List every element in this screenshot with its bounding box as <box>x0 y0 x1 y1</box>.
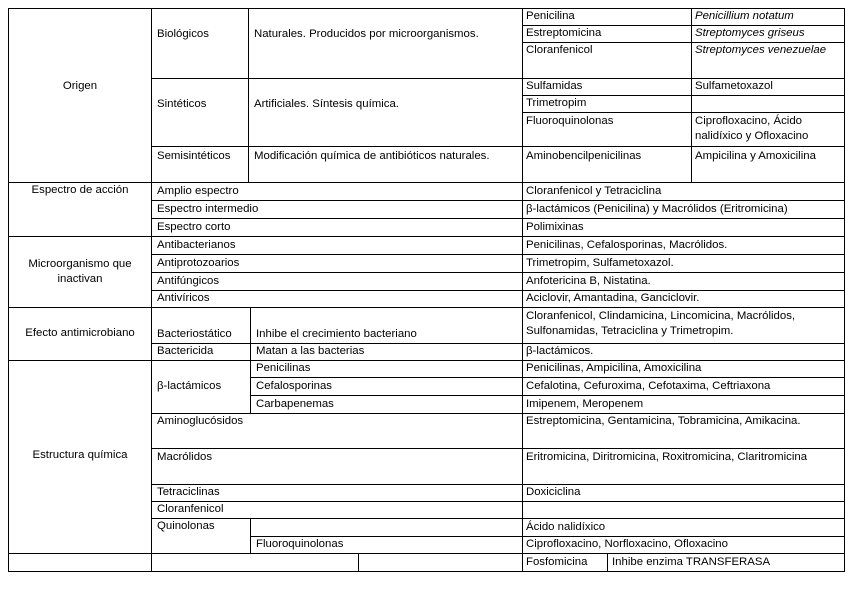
grid-line <box>844 8 845 572</box>
semisinteticos-label: Semisintéticos <box>157 150 231 162</box>
grid-line <box>248 8 249 183</box>
grid-line <box>250 395 845 396</box>
drug-cell: Cloranfenicol <box>526 44 593 56</box>
grid-line <box>250 307 251 361</box>
sub-cell: Penicilinas <box>256 362 311 374</box>
biologicos-label: Biológicos <box>157 28 209 40</box>
grid-line <box>151 254 845 255</box>
examples-cell: Cloranfenicol y Tetraciclina <box>526 185 662 197</box>
grid-line <box>250 518 251 554</box>
desc-cell: Inhibe enzima TRANSFERASA <box>612 556 771 568</box>
desc-cell: Matan a las bacterias <box>256 345 365 357</box>
grid-line <box>522 112 845 113</box>
examples-cell: Eritromicina, Diritromicina, Roxitromicina, Claritromicina <box>526 451 808 463</box>
grid-line <box>8 360 845 361</box>
grid-line <box>358 553 359 572</box>
examples-cell: Anfotericina B, Nistatina. <box>526 275 651 287</box>
grid-line <box>607 553 608 572</box>
type-cell: Aminoglucósidos <box>157 415 244 427</box>
source-cell: Streptomyces venezuelae <box>695 44 827 56</box>
type-cell: Bactericida <box>157 345 214 357</box>
microorganismo-label: Microorganismo que inactivan <box>28 258 132 285</box>
drug-cell: Aminobencilpenicilinas <box>526 150 642 162</box>
sub-cell: Cefalosporinas <box>256 380 332 392</box>
example-cell: Sulfametoxazol <box>695 80 773 92</box>
grid-line <box>151 146 845 147</box>
examples-cell: β-lactámicos. <box>526 345 594 357</box>
biologicos-desc: Naturales. Producidos por microorganismos. <box>254 28 479 40</box>
grid-line <box>151 290 845 291</box>
examples-cell: Cefalotina, Cefuroxima, Cefotaxima, Ceftriaxona <box>526 380 771 392</box>
efecto-label: Efecto antimicrobiano <box>25 327 135 339</box>
sub-cell: Fluoroquinolonas <box>256 538 344 550</box>
semisinteticos-desc: Modificación química de antibióticos naturales. <box>254 150 490 162</box>
grid-line <box>151 448 845 449</box>
drug-cell: Trimetropim <box>526 97 587 109</box>
type-cell: Macrólidos <box>157 451 213 463</box>
source-cell: Streptomyces griseus <box>695 27 805 39</box>
grid-line <box>250 377 845 378</box>
sub-cell: Carbapenemas <box>256 398 334 410</box>
type-cell: Tetraciclinas <box>157 486 220 498</box>
grid-line <box>691 8 692 183</box>
drug-cell: Fosfomicina <box>526 556 588 568</box>
type-cell: Antibacterianos <box>157 239 236 251</box>
grid-line <box>250 360 251 414</box>
grid-line <box>151 272 845 273</box>
grid-line <box>8 307 845 308</box>
examples-cell: Doxiciclina <box>526 486 581 498</box>
desc-cell: Inhibe el crecimiento bacteriano <box>256 328 417 340</box>
examples-cell: Ciprofloxacino, Norfloxacino, Ofloxacino <box>526 538 728 550</box>
type-cell: Espectro intermedio <box>157 203 259 215</box>
drug-cell: Fluoroquinolonas <box>526 115 614 127</box>
drug-cell: Sulfamidas <box>526 80 583 92</box>
examples-cell: Ácido nalidíxico <box>526 521 606 533</box>
type-cell: Espectro corto <box>157 221 231 233</box>
type-cell: Cloranfenicol <box>157 503 224 515</box>
grid-line <box>151 484 845 485</box>
quinolonas-label: Quinolonas <box>157 520 215 532</box>
examples-cell: Penicilinas, Cefalosporinas, Macrólidos. <box>526 239 728 251</box>
grid-line <box>8 553 845 554</box>
grid-line <box>151 501 845 502</box>
sinteticos-desc: Artificiales. Síntesis química. <box>254 98 399 110</box>
examples-cell: Penicilinas, Ampicilina, Amoxicilina <box>526 362 702 374</box>
type-cell: Amplio espectro <box>157 185 239 197</box>
examples-cell: Aciclovir, Amantadina, Ganciclovir. <box>526 292 700 304</box>
grid-line <box>151 518 845 519</box>
grid-line <box>8 571 845 572</box>
type-cell: Antivíricos <box>157 292 210 304</box>
examples-cell: Imipenem, Meropenem <box>526 398 644 410</box>
grid-line <box>151 8 152 572</box>
drug-cell: Estreptomicina <box>526 27 602 39</box>
type-cell: Antiprotozoarios <box>157 257 240 269</box>
type-cell: Antifúngicos <box>157 275 220 287</box>
sinteticos-label: Sintéticos <box>157 98 207 110</box>
source-cell: Penicillium notatum <box>695 10 794 22</box>
examples-cell: Trimetropim, Sulfametoxazol. <box>526 257 674 269</box>
example-cell: Ciprofloxacino, Ácido nalidíxico y Ofloxacino <box>695 115 809 142</box>
examples-cell: Cloranfenicol, Clindamicina, Lincomicina, Macrólidos, Sulfonamidas, Tetraciclina y Trimetropim. <box>526 310 796 337</box>
examples-cell: Estreptomicina, Gentamicina, Tobramicina, Amikacina. <box>526 415 801 427</box>
examples-cell: β-lactámicos (Penicilina) y Macrólidos (Eritromicina) <box>526 203 788 215</box>
betalactamicos-label: β-lactámicos <box>157 380 222 392</box>
estructura-label: Estructura química <box>32 449 128 461</box>
grid-line <box>151 200 845 201</box>
espectro-label: Espectro de acción <box>31 184 129 196</box>
grid-line <box>8 236 845 237</box>
type-cell: Bacteriostático <box>157 328 232 340</box>
examples-cell: Polimixinas <box>526 221 584 233</box>
example-cell: Ampicilina y Amoxicilina <box>695 150 816 162</box>
drug-cell: Penicilina <box>526 10 575 22</box>
grid-line <box>522 8 523 572</box>
grid-line <box>151 218 845 219</box>
origen-label: Origen <box>62 80 98 92</box>
